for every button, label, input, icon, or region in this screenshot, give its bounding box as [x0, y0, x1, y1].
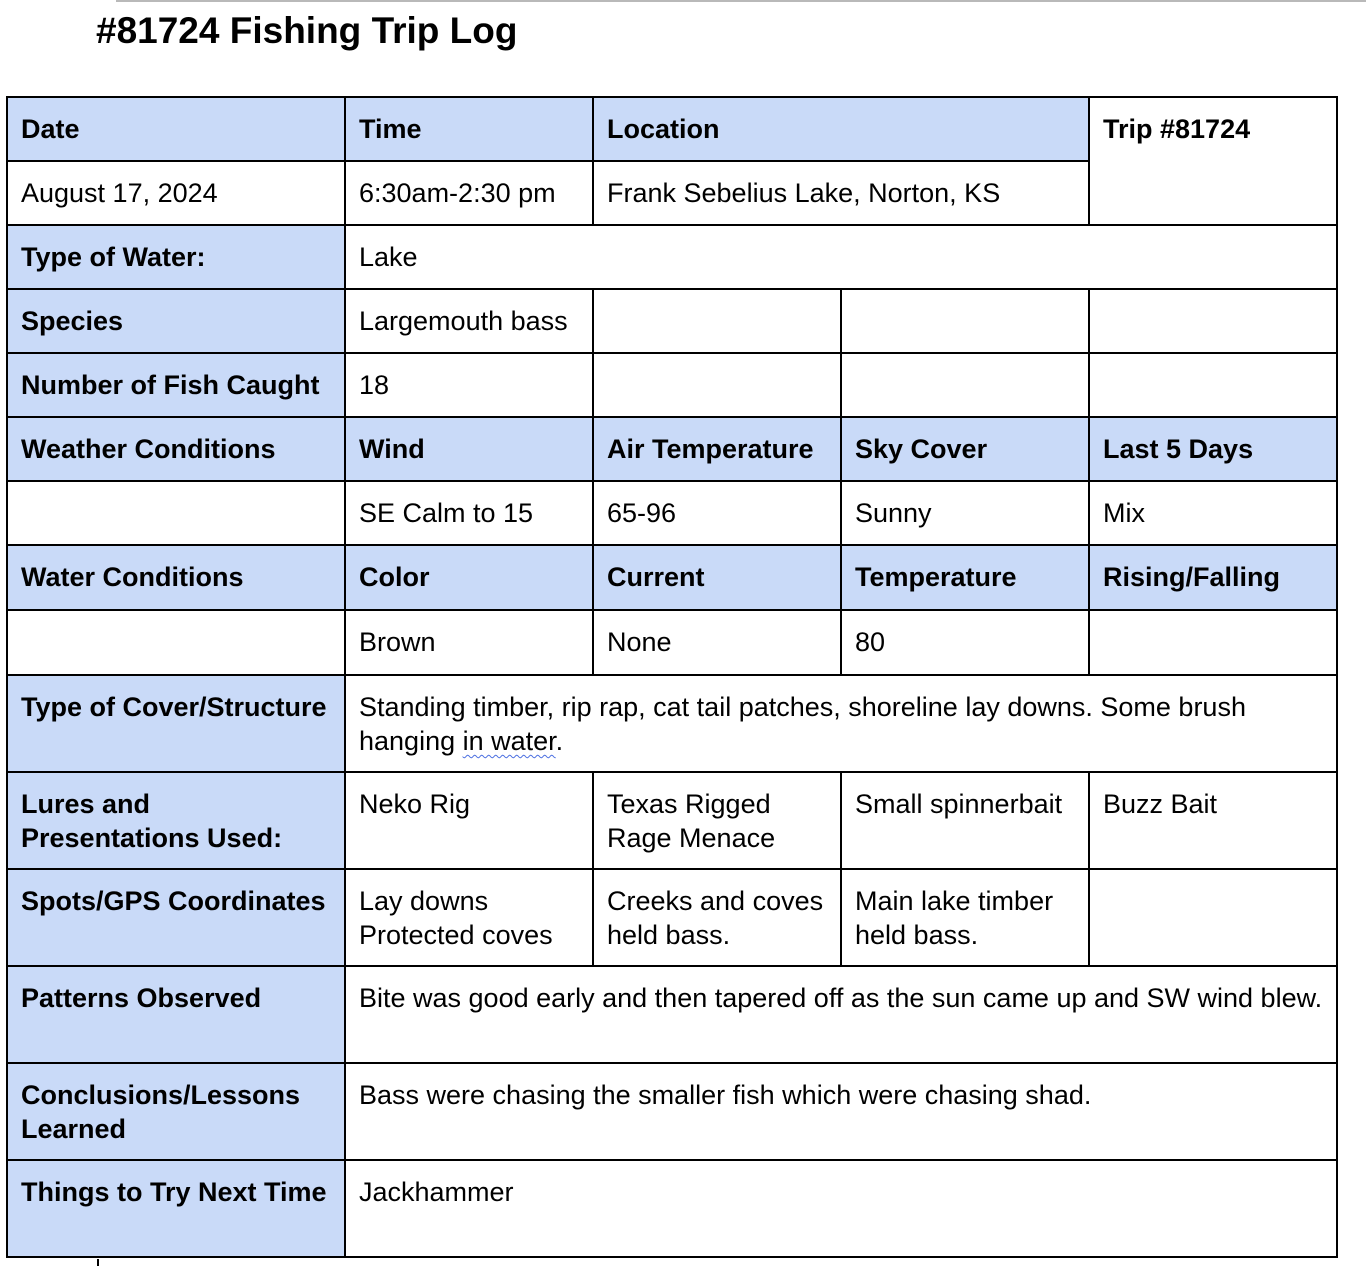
patterns-value-cell[interactable]: Bite was good early and then tapered off as the sun came up and SW wind blew. [345, 966, 1337, 1063]
water-header-cell[interactable]: Color [345, 545, 593, 610]
spot-cell[interactable] [1089, 869, 1337, 966]
spot-cell[interactable]: Creeks and coves held bass. [593, 869, 841, 966]
location-label-cell[interactable]: Location [593, 97, 1089, 161]
table-row [7, 772, 1337, 869]
lure-cell[interactable]: Small spinnerbait [841, 772, 1089, 869]
next-time-value-cell[interactable]: Jackhammer [345, 1160, 1337, 1257]
fish-caught-cell[interactable]: 18 [345, 353, 593, 417]
table-row [7, 1160, 1337, 1257]
document-title: #81724 Fishing Trip Log [96, 10, 518, 51]
spot-cell[interactable]: Main lake timber held bass. [841, 869, 1089, 966]
cover-text: Standing timber, rip rap, cat tail patches, shoreline lay downs. Some brush hanging [359, 692, 1246, 756]
water-header-cell[interactable]: Rising/Falling [1089, 545, 1337, 610]
water-blank-cell[interactable] [7, 610, 345, 675]
water-type-label-cell[interactable]: Type of Water: [7, 225, 345, 289]
trip-log-table [6, 96, 1338, 1258]
lure-cell[interactable]: Buzz Bait [1089, 772, 1337, 869]
cover-text-end: . [555, 726, 564, 756]
table-row [7, 417, 1337, 481]
water-conditions-label-cell[interactable]: Water Conditions [7, 545, 345, 610]
cover-label-cell[interactable]: Type of Cover/Structure [7, 675, 345, 772]
water-value-cell[interactable]: 80 [841, 610, 1089, 675]
fish-caught-cell[interactable] [593, 353, 841, 417]
weather-blank-cell[interactable] [7, 481, 345, 545]
lure-cell[interactable]: Texas Rigged Rage Menace [593, 772, 841, 869]
table-row [7, 869, 1337, 966]
lures-label-cell[interactable]: Lures and Presentations Used: [7, 772, 345, 869]
date-value-cell[interactable]: August 17, 2024 [7, 161, 345, 225]
time-label-cell[interactable]: Time [345, 97, 593, 161]
cover-value-cell[interactable] [345, 675, 1337, 772]
date-label-cell[interactable]: Date [7, 97, 345, 161]
water-type-value-cell[interactable]: Lake [345, 225, 1337, 289]
weather-header-cell[interactable]: Last 5 Days [1089, 417, 1337, 481]
species-label-cell[interactable]: Species [7, 289, 345, 353]
top-rule [116, 0, 1366, 2]
fish-caught-label-cell[interactable]: Number of Fish Caught [7, 353, 345, 417]
table-row [7, 966, 1337, 1063]
lure-cell[interactable]: Neko Rig [345, 772, 593, 869]
location-value-cell[interactable]: Frank Sebelius Lake, Norton, KS [593, 161, 1089, 225]
species-cell[interactable] [593, 289, 841, 353]
weather-header-cell[interactable]: Sky Cover [841, 417, 1089, 481]
next-time-label-cell[interactable]: Things to Try Next Time [7, 1160, 345, 1257]
table-row [7, 545, 1337, 610]
water-value-cell[interactable]: None [593, 610, 841, 675]
table-row [7, 1063, 1337, 1160]
weather-header-cell[interactable]: Air Temperature [593, 417, 841, 481]
water-header-cell[interactable]: Current [593, 545, 841, 610]
fish-caught-cell[interactable] [1089, 353, 1337, 417]
trip-number-cell[interactable]: Trip #81724 [1089, 97, 1337, 225]
water-value-cell[interactable] [1089, 610, 1337, 675]
species-cell[interactable]: Largemouth bass [345, 289, 593, 353]
table-row [7, 289, 1337, 353]
weather-value-cell[interactable]: Mix [1089, 481, 1337, 545]
species-cell[interactable] [1089, 289, 1337, 353]
weather-header-cell[interactable]: Wind [345, 417, 593, 481]
text-cursor [97, 1259, 99, 1266]
table-row [7, 353, 1337, 417]
table-row [7, 481, 1337, 545]
fish-caught-cell[interactable] [841, 353, 1089, 417]
species-cell[interactable] [841, 289, 1089, 353]
table-row [7, 97, 1337, 161]
weather-label-cell[interactable]: Weather Conditions [7, 417, 345, 481]
table-row [7, 610, 1337, 675]
weather-value-cell[interactable]: SE Calm to 15 [345, 481, 593, 545]
spellcheck-flagged-text[interactable]: in water [462, 726, 556, 756]
spot-cell[interactable]: Lay downs Protected coves [345, 869, 593, 966]
spots-label-cell[interactable]: Spots/GPS Coordinates [7, 869, 345, 966]
time-value-cell[interactable]: 6:30am-2:30 pm [345, 161, 593, 225]
table-row [7, 225, 1337, 289]
conclusions-value-cell[interactable]: Bass were chasing the smaller fish which were chasing shad. [345, 1063, 1337, 1160]
conclusions-label-cell[interactable]: Conclusions/Lessons Learned [7, 1063, 345, 1160]
weather-value-cell[interactable]: 65-96 [593, 481, 841, 545]
water-value-cell[interactable]: Brown [345, 610, 593, 675]
water-header-cell[interactable]: Temperature [841, 545, 1089, 610]
weather-value-cell[interactable]: Sunny [841, 481, 1089, 545]
table-row [7, 675, 1337, 772]
patterns-label-cell[interactable]: Patterns Observed [7, 966, 345, 1063]
